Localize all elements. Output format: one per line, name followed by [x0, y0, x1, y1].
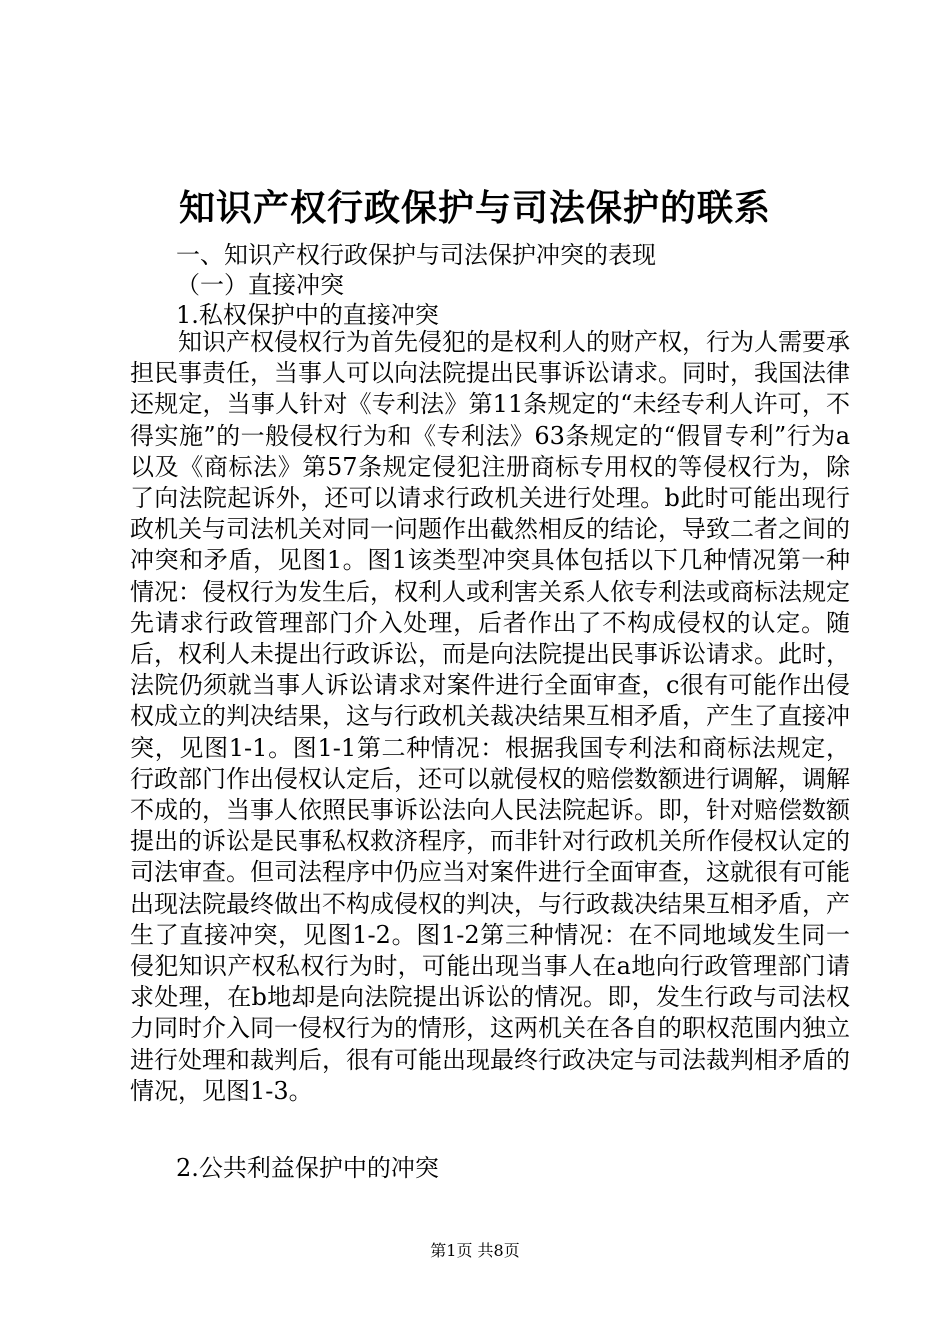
body-paragraph: 知识产权侵权行为首先侵犯的是权利人的财产权，行为人需要承担民事责任，当事人可以向法院提出民事诉讼请求。同时，我国法律还规定，当事人针对《专利法》第11条规定的“未经专利人许可，不得实施”的一般侵权行为和《专利法》63条规定的“假冒专利”行为a以及《商标法》第57条规定侵犯注册商标专用权的等侵权行为，除了向法院起诉外，还可以请求行政机关进行处理。b此时可能出现行政机关与司法机关对同一问题作出截然相反的结论，导致二者之间的冲突和矛盾，见图1。图1该类型冲突具体包括以下几种情况第一种情况：侵权行为发生后，权利人或利害关系人依专利法或商标法规定先请求行政管理部门介入处理，后者作出了不构成侵权的认定。随后，权利人未提出行政诉讼，而是向法院提出民事诉讼请求。此时，法院仍须就当事人诉讼请求对案件进行全面审查，c很有可能作出侵权成立的判决结果，这与行政机关裁决结果互相矛盾，产生了直接冲突，见图1-1。图1-1第二种情况：根据我国专利法和商标法规定，行政部门作出侵权认定后，还可以就侵权的赔偿数额进行调解，调解不成的，当事人依照民事诉讼法向人民法院起诉。即，针对赔偿数额提出的诉讼是民事私权救济程序，而非针对行政机关所作侵权认定的司法审查。但司法程序中仍应当对案件进行全面审查，这就很有可能出现法院最终做出不构成侵权的判决，与行政裁决结果互相矛盾，产生了直接冲突，见图1-2。图1-2第三种情况：在不同地域发生同一侵犯知识产权私权行为时，可能出现当事人在a地向行政管理部门请求处理，在b地却是向法院提出诉讼的情况。即，发生行政与司法权力同时介入同一侵权行为的情形，这两机关在各自的职权范围内独立进行处理和裁判后，很有可能出现最终行政决定与司法裁判相矛盾的情况，见图1-3。: [130, 328, 850, 1105]
page-indicator: 第1页 共8页: [430, 1241, 520, 1260]
item2-heading: 2.公共利益保护中的冲突: [176, 1154, 439, 1182]
subsection-heading: （一）直接冲突: [176, 271, 344, 299]
item1-heading: 1.私权保护中的直接冲突: [176, 301, 439, 329]
section-heading: 一、知识产权行政保护与司法保护冲突的表现: [176, 241, 656, 269]
document-title: 知识产权行政保护与司法保护的联系: [178, 187, 771, 229]
